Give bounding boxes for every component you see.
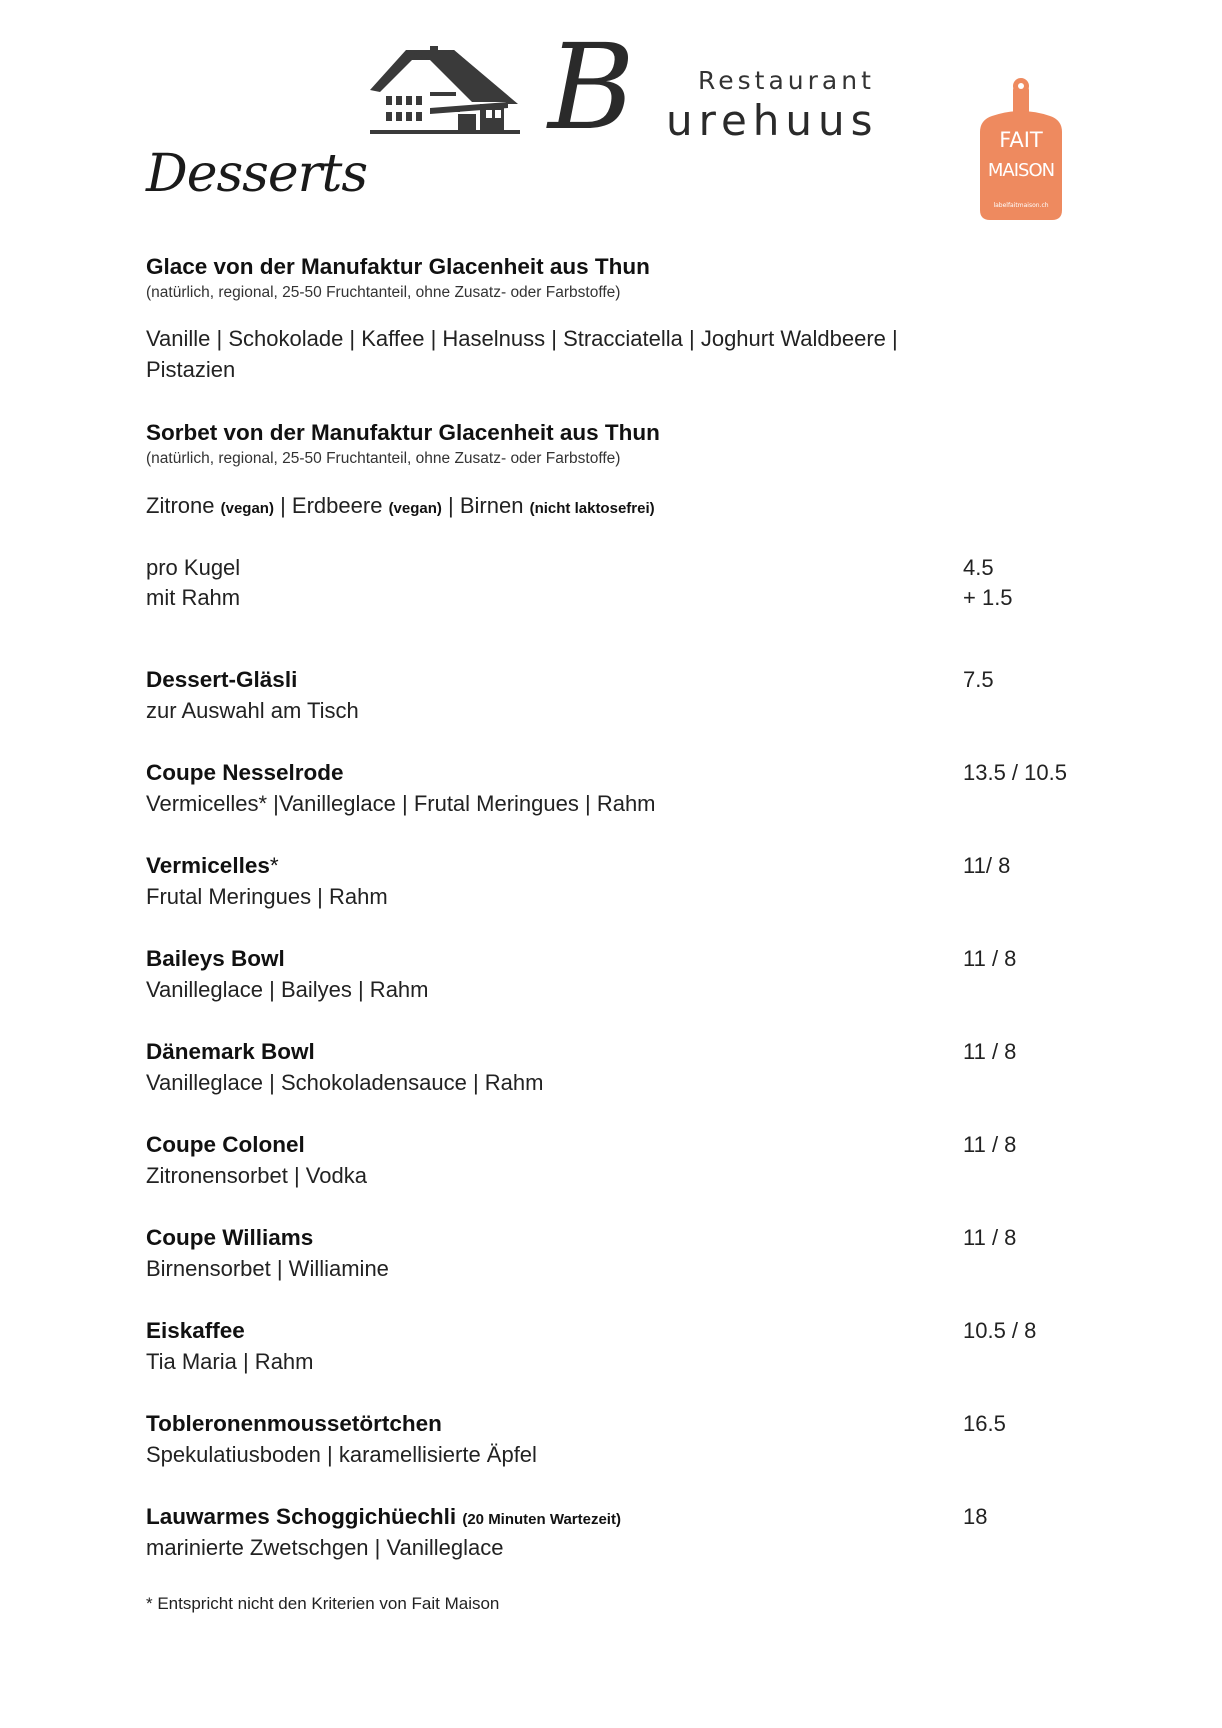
sorbet-flavor-birnen: Birnen [459, 493, 524, 518]
item-price: 18 [963, 1504, 988, 1529]
item-desc: marinierte Zwetschgen | Vanilleglace [146, 1535, 504, 1560]
item-price: 10.5 / 8 [963, 1318, 1037, 1343]
item-price: 7.5 [963, 667, 994, 692]
brand-name: urehuus [666, 96, 879, 145]
glace-flavors-line1: Vanille | Schokolade | Kaffee | Haselnuss | Stracciatella | Joghurt Waldbeere | [146, 326, 898, 351]
sorbet-note: (natürlich, regional, 25-50 Fruchtanteil, ohne Zusatz- oder Farbstoffe) [146, 450, 621, 467]
pricing-label-kugel: pro Kugel [146, 555, 241, 580]
item-price: 11/ 8 [963, 853, 1011, 878]
item-desc: Frutal Meringues | Rahm [146, 884, 388, 909]
page-title: Desserts [146, 144, 368, 204]
glace-flavors-line2: Pistazien [146, 357, 236, 382]
item-price: 11 / 8 [963, 1225, 1017, 1250]
item-price: 16.5 [963, 1411, 1006, 1436]
item-name-asterisk: * [269, 853, 279, 878]
item-desc: Vanilleglace | Bailyes | Rahm [146, 977, 429, 1002]
badge-text-fait: FAIT [999, 128, 1043, 152]
item-desc: Vanilleglace | Schokoladensauce | Rahm [146, 1070, 544, 1095]
item-price: 11 / 8 [963, 1132, 1017, 1157]
item-price: 11 / 8 [963, 946, 1017, 971]
sorbet-heading: Sorbet von der Manufaktur Glacenheit aus Thun [146, 420, 660, 445]
item-wait-note: (20 Minuten Wartezeit) [462, 1511, 621, 1528]
item-desc: zur Auswahl am Tisch [146, 698, 359, 723]
sorbet-tag-laktose: (nicht laktosefrei) [529, 500, 655, 517]
item-name [146, 853, 279, 879]
farmhouse-logo-icon [368, 46, 520, 136]
sorbet-flavor-zitrone: Zitrone [146, 493, 215, 518]
sorbet-tag-vegan-2: (vegan) [388, 500, 442, 517]
item-desc: Zitronensorbet | Vodka [146, 1163, 367, 1188]
footnote: * Entspricht nicht den Kriterien von Fait Maison [146, 1594, 500, 1613]
badge-url: labelfaitmaison.ch [993, 202, 1049, 209]
item-name: Eiskaffee [146, 1318, 245, 1343]
item-price: 11 / 8 [963, 1039, 1017, 1064]
brand-restaurant-label: Restaurant [698, 66, 875, 95]
badge-text-maison: MAISON [987, 160, 1055, 181]
sorbet-flavor-erdbeere: Erdbeere [291, 493, 383, 518]
item-price: 13.5 / 10.5 [963, 760, 1067, 785]
item-name: Dessert-Gläsli [146, 667, 298, 692]
pricing-price-kugel: 4.5 [963, 555, 994, 580]
sorbet-separator-1: | [280, 493, 286, 518]
item-name [146, 1504, 621, 1530]
item-name-text: Vermicelles [146, 853, 270, 878]
item-desc: Vermicelles* |Vanilleglace | Frutal Meringues | Rahm [146, 791, 656, 816]
item-name: Tobleronenmoussetörtchen [146, 1411, 442, 1436]
glace-note: (natürlich, regional, 25-50 Fruchtanteil, ohne Zusatz- oder Farbstoffe) [146, 284, 621, 301]
item-name: Coupe Nesselrode [146, 760, 344, 785]
sorbet-separator-2: | [448, 493, 454, 518]
item-name: Coupe Colonel [146, 1132, 305, 1157]
item-name: Coupe Williams [146, 1225, 314, 1250]
item-desc: Tia Maria | Rahm [146, 1349, 314, 1374]
item-name: Baileys Bowl [146, 946, 285, 971]
item-desc: Spekulatiusboden | karamellisierte Äpfel [146, 1442, 537, 1467]
item-name: Dänemark Bowl [146, 1039, 315, 1064]
item-name-text: Lauwarmes Schoggichüechli [146, 1504, 457, 1529]
fait-maison-badge [980, 76, 1062, 220]
brand-initial: B [548, 18, 635, 156]
pricing-price-rahm: + 1.5 [963, 585, 1013, 610]
pricing-label-rahm: mit Rahm [146, 585, 241, 610]
sorbet-tag-vegan-1: (vegan) [220, 500, 274, 517]
glace-heading: Glace von der Manufaktur Glacenheit aus Thun [146, 254, 650, 279]
item-desc: Birnensorbet | Williamine [146, 1256, 389, 1281]
sorbet-flavors [146, 493, 655, 519]
